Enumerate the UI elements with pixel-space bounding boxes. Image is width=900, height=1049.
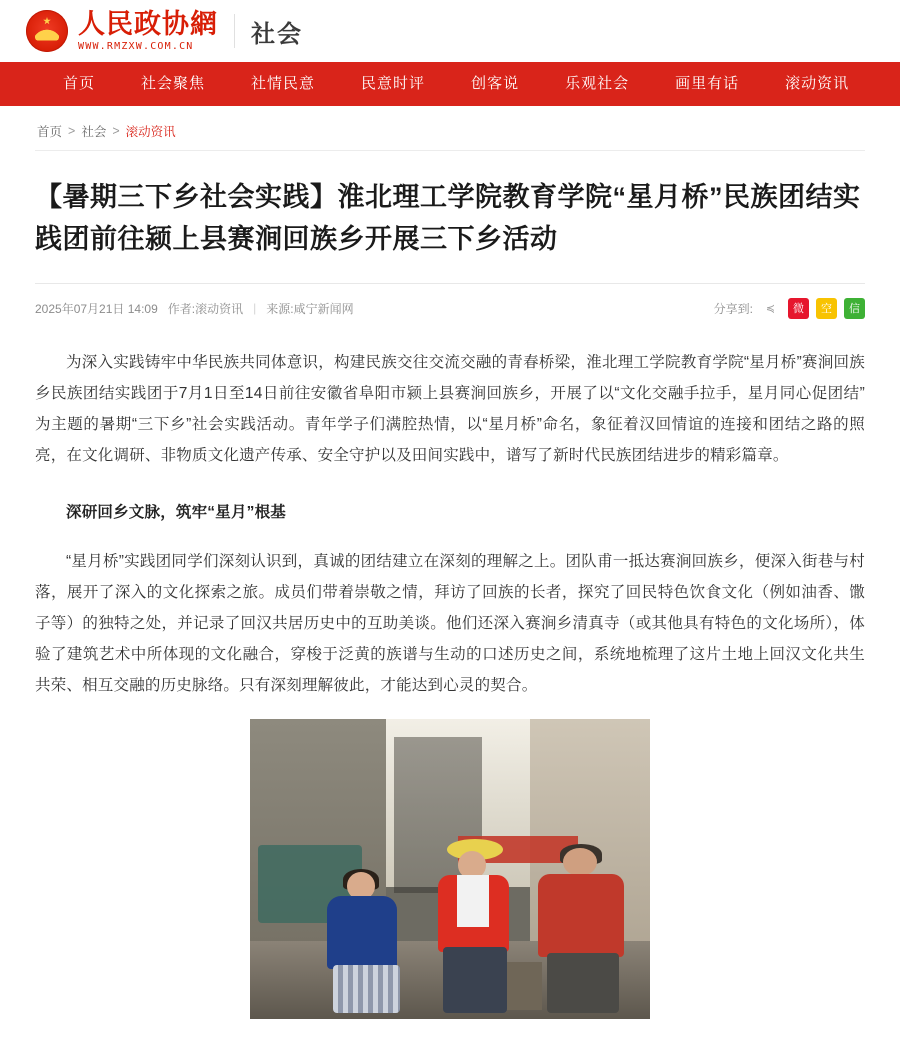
nav-item-opinion-review[interactable]: 民意时评 [361,75,426,92]
breadcrumb-separator-1: > [68,124,76,138]
logo-title: 人民政协網 [78,8,218,39]
nav-item-rolling-news[interactable]: 滚动资讯 [785,75,850,92]
nav-item-home[interactable]: 首页 [63,75,96,92]
photo-person-volunteer-red [426,839,522,1013]
article-photo [250,719,650,1019]
photo-person-body [327,896,396,969]
breadcrumb [35,106,865,151]
photo-person-villager [530,848,634,1013]
qzone-icon[interactable]: 空 [816,298,837,319]
sina-weibo-icon[interactable]: 微 [788,298,809,319]
site-logo[interactable] [26,10,218,52]
article-subheading-1: 深研回乡文脉，筑牢“星月”根基 [66,503,287,521]
breadcrumb-separator-2: > [112,124,120,138]
photo-person-legs [443,947,506,1013]
share-block [714,298,865,319]
photo-person-shirt [457,875,490,927]
article-meta-bar [35,283,865,325]
share-generic-icon[interactable]: ≼ [765,302,776,315]
breadcrumb-section[interactable]: 社会 [81,125,107,139]
article-paragraph-2: “星月桥”实践团同学们深刻认识到，真诚的团结建立在深刻的理解之上。团队甫一抵达赛涧回族乡，便深入街巷与村落，展开了深入的文化探索之旅。成员们带着崇敬之情，拜访了回族的长者，探究了回民特色饮食文化（例如油香、馓子等）的独特之处，并记录了回汉共居历史中的互助美谈。他们还深入赛涧乡清真寺（或其他具有特色的文化场所），体验了建筑艺术中所体现的文化融合，穿梭于泛黄的族谱与生动的口述历史之间，系统地梳理了这片土地上回汉文化共生共荣、相互交融的历史脉络。只有深刻理解彼此，才能达到心灵的契合。 [35,552,865,694]
nav-item-pictures[interactable]: 画里有话 [675,75,740,92]
logo-text-block [78,8,218,52]
article-paragraph-1: 为深入实践铸牢中华民族共同体意识，构建民族交往交流交融的青春桥梁，淮北理工学院教育学院“星月桥”赛涧回族乡民族团结实践团于7月1日至14日前往安徽省阜阳市颍上县赛涧回族乡，开展了以“文化交融手拉手，星月同心促团结”为主题的暑期“三下乡”社会实践活动。青年学子们满腔热情，以“星月桥”命名，象征着汉回情谊的连接和团结之路的照亮，在文化调研、非物质文化遗产传承、安全守护以及田间实践中，谱写了新时代民族团结进步的精彩篇章。 [35,353,865,464]
article-meta-left [35,300,354,317]
photo-person-head [563,848,596,876]
photo-person-legs [547,953,620,1012]
header-divider [234,14,235,48]
article-source: 来源:咸宁新闻网 [266,301,354,316]
nav-item-social-focus[interactable]: 社会聚焦 [141,75,206,92]
article-title: 【暑期三下乡社会实践】淮北理工学院教育学院“星月桥”民族团结实践团前往颍上县赛涧回族乡开展三下乡活动 [35,182,861,254]
photo-person-student-blue [314,872,410,1013]
channel-name: 社会 [251,20,303,48]
photo-person-body [538,874,623,957]
wechat-icon[interactable]: 信 [844,298,865,319]
logo-url: WWW.RMZXW.COM.CN [78,40,194,52]
article-date: 2025年07月21日 14:09 [35,301,158,316]
article-body [35,347,865,701]
cppcc-emblem-icon [26,10,68,52]
site-header [0,0,900,62]
article-photo-wrap [35,719,865,1019]
breadcrumb-home[interactable]: 首页 [37,125,63,139]
nav-item-public-opinion[interactable]: 社情民意 [251,75,316,92]
article-container [35,177,865,1049]
breadcrumb-current: 滚动资讯 [125,125,176,139]
share-label: 分享到: [713,301,753,316]
meta-divider: | [253,301,257,316]
article-author: 作者:滚动资讯 [167,301,244,316]
main-nav [0,62,900,106]
nav-item-maker-talk[interactable]: 创客说 [471,75,520,92]
nav-item-optimistic-society[interactable]: 乐观社会 [565,75,630,92]
